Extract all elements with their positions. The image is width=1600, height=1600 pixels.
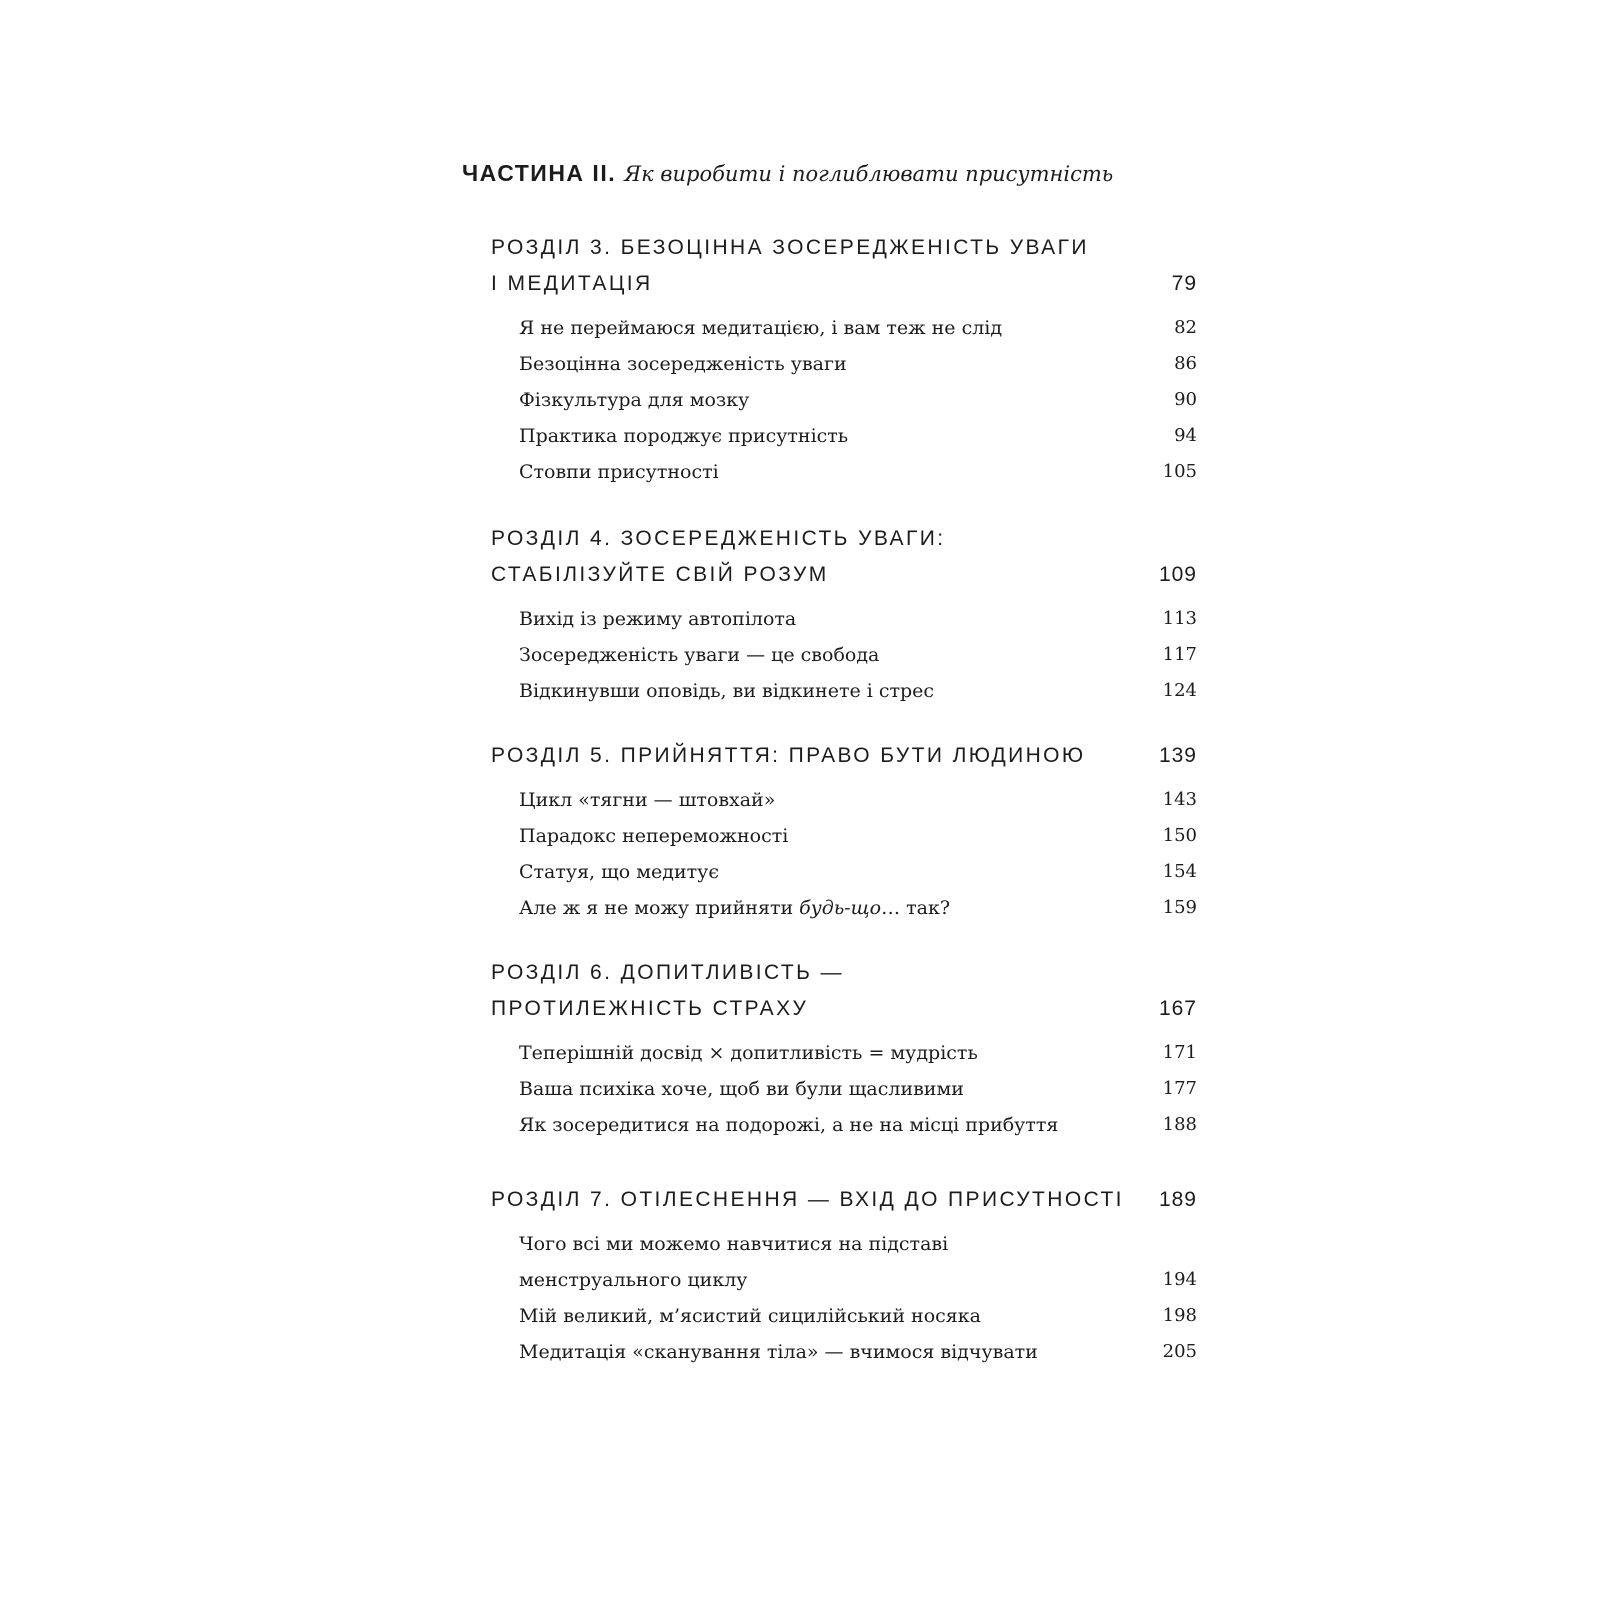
section-page-number: 171: [1162, 1042, 1197, 1063]
section-page-number: 124: [1162, 680, 1197, 701]
section-entry: [491, 382, 1197, 418]
section-entry: [491, 454, 1197, 490]
chapter-page-number: 139: [1158, 744, 1197, 767]
section-title: Теперішній досвід × допитливість = мудрість: [519, 1042, 978, 1064]
section-title: Зосередженість уваги — це свобода: [519, 644, 880, 666]
section-list: [491, 601, 1197, 709]
section-list: [491, 782, 1197, 926]
section-page-number: 205: [1162, 1341, 1197, 1362]
section-entry: [491, 601, 1197, 637]
section-page-number: 194: [1162, 1269, 1197, 1290]
section-page-number: 86: [1174, 353, 1197, 374]
section-entry: [491, 854, 1197, 890]
section-page-number: 82: [1174, 317, 1197, 338]
section-title-line: Чого всі ми можемо навчитися на підставі: [519, 1233, 949, 1255]
chapter-5: [491, 738, 1197, 926]
chapter-page-number: 189: [1158, 1188, 1197, 1211]
section-title: Безоцінна зосередженість уваги: [519, 353, 847, 375]
section-page-number: 105: [1162, 461, 1197, 482]
section-page-number: 113: [1162, 608, 1197, 629]
chapter-page-number: 167: [1158, 997, 1197, 1020]
section-entry: [491, 782, 1197, 818]
section-entry: [491, 818, 1197, 854]
section-list: [491, 310, 1197, 490]
part-heading: [462, 158, 1113, 192]
section-entry: [491, 1071, 1197, 1107]
section-title: [519, 897, 950, 919]
section-entry: [491, 346, 1197, 382]
section-list: [491, 1226, 1197, 1370]
chapter-6: [491, 955, 1197, 1143]
section-page-number: 177: [1162, 1078, 1197, 1099]
section-page-number: 198: [1162, 1305, 1197, 1326]
chapter-title-line: [491, 266, 1197, 302]
section-entry: [491, 310, 1197, 346]
section-entry: [491, 1298, 1197, 1334]
section-entry: [491, 1226, 1197, 1298]
part-title: Як виробити і поглиблювати присутність: [624, 162, 1114, 186]
section-page-number: 188: [1162, 1114, 1197, 1135]
chapter-title-text: РОЗДІЛ 5. ПРИЙНЯТТЯ: ПРАВО БУТИ ЛЮДИНОЮ: [491, 744, 1086, 767]
section-title: Фізкультура для мозку: [519, 389, 750, 411]
section-title: Ваша психіка хоче, щоб ви були щасливими: [519, 1078, 964, 1100]
chapter-title-line: [491, 738, 1197, 774]
section-page-number: 117: [1162, 644, 1197, 665]
section-title: Статуя, що медитує: [519, 861, 719, 883]
section-list: [491, 1035, 1197, 1143]
section-title: Стовпи присутності: [519, 461, 719, 483]
chapter-title-text: РОЗДІЛ 7. ОТІЛЕСНЕННЯ — ВХІД ДО ПРИСУТНОСТІ: [491, 1188, 1124, 1211]
part-label: ЧАСТИНА II.: [462, 160, 617, 186]
section-entry: [491, 1035, 1197, 1071]
section-entry: [491, 673, 1197, 709]
chapter-title-line: [491, 557, 1197, 593]
section-page-number: 143: [1162, 789, 1197, 810]
chapter-7: [491, 1182, 1197, 1370]
section-entry: [491, 890, 1197, 926]
chapter-title-text: СТАБІЛІЗУЙТЕ СВІЙ РОЗУМ: [491, 563, 829, 586]
chapter-title-text: І МЕДИТАЦІЯ: [491, 272, 653, 295]
section-title-emphasis: будь-що: [799, 897, 882, 919]
section-title: Відкинувши оповідь, ви відкинете і стрес: [519, 680, 935, 702]
chapter-page-number: 109: [1158, 563, 1197, 586]
section-title: Цикл «тягни — штовхай»: [519, 789, 776, 811]
section-title: Мій великий, м’ясистий сицилійський носяка: [519, 1305, 981, 1327]
section-title: Як зосередитися на подорожі, а не на місці прибуття: [519, 1114, 1059, 1136]
chapter-3: [491, 230, 1197, 490]
chapter-title-line: РОЗДІЛ 4. ЗОСЕРЕДЖЕНІСТЬ УВАГИ:: [491, 527, 946, 550]
section-page-number: 154: [1162, 861, 1197, 882]
section-page-number: 94: [1174, 425, 1197, 446]
section-title: Парадокс непереможності: [519, 825, 789, 847]
section-page-number: 150: [1162, 825, 1197, 846]
chapter-title-line: [491, 991, 1197, 1027]
section-page-number: 90: [1174, 389, 1197, 410]
section-title: Вихід із режиму автопілота: [519, 608, 797, 630]
section-entry: [491, 1334, 1197, 1370]
chapter-4: [491, 521, 1197, 709]
chapter-title-line: РОЗДІЛ 6. ДОПИТЛИВІСТЬ —: [491, 961, 844, 984]
section-title: Практика породжує присутність: [519, 425, 849, 447]
chapter-title-line: РОЗДІЛ 3. БЕЗОЦІННА ЗОСЕРЕДЖЕНІСТЬ УВАГИ: [491, 236, 1089, 259]
section-entry: [491, 1107, 1197, 1143]
section-page-number: 159: [1162, 897, 1197, 918]
section-title-part: Але ж я не можу прийняти: [519, 897, 800, 919]
chapter-title-line: [491, 1182, 1197, 1218]
section-title-line: менструального циклу: [519, 1269, 748, 1291]
chapter-page-number: 79: [1171, 272, 1197, 295]
section-entry: [491, 637, 1197, 673]
section-title-part: … так?: [881, 897, 951, 919]
section-title: Я не переймаюся медитацією, і вам теж не слід: [519, 317, 1003, 339]
section-title: Медитація «сканування тіла» — вчимося відчувати: [519, 1341, 1038, 1363]
chapter-title-text: ПРОТИЛЕЖНІСТЬ СТРАХУ: [491, 997, 809, 1020]
section-entry: [491, 418, 1197, 454]
